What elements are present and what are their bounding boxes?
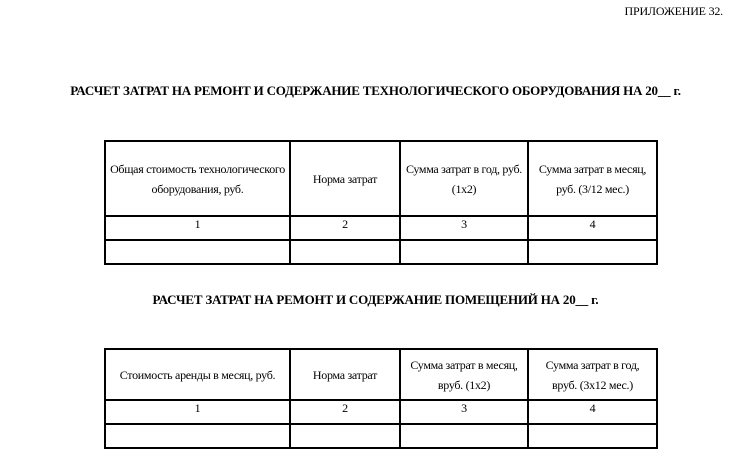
column-number-cell: 1 [105, 216, 290, 240]
blank-cell[interactable] [400, 424, 528, 448]
header-cell-monthly-sum: Сумма затрат в месяц, руб. (3/12 мес.) [528, 141, 657, 216]
header-cell-monthly-rent: Стоимость аренды в месяц, руб. [105, 349, 290, 400]
table-header-row [105, 141, 657, 216]
header-cell-annual-sum: Сумма затрат в год, вруб. (3х12 мес.) [528, 349, 657, 400]
table-row-column-numbers [105, 216, 657, 240]
header-cell-total-cost: Общая стоимость технологического оборудования, руб. [105, 141, 290, 216]
column-number-cell: 4 [528, 400, 657, 424]
column-number-cell: 3 [400, 216, 528, 240]
header-cell-cost-rate: Норма затрат [290, 349, 400, 400]
header-cell-monthly-sum: Сумма затрат в месяц, вруб. (1х2) [400, 349, 528, 400]
blank-cell[interactable] [105, 240, 290, 264]
column-number-cell: 1 [105, 400, 290, 424]
equipment-cost-table [104, 140, 658, 265]
blank-cell[interactable] [400, 240, 528, 264]
appendix-label: ПРИЛОЖЕНИЕ 32. [624, 4, 723, 18]
table-row-blank [105, 424, 657, 448]
column-number-cell: 2 [290, 400, 400, 424]
table-row-column-numbers [105, 400, 657, 424]
table-header-row [105, 349, 657, 400]
blank-cell[interactable] [105, 424, 290, 448]
blank-cell[interactable] [290, 424, 400, 448]
blank-cell[interactable] [290, 240, 400, 264]
premises-cost-table [104, 348, 658, 449]
blank-cell[interactable] [528, 424, 657, 448]
column-number-cell: 3 [400, 400, 528, 424]
column-number-cell: 2 [290, 216, 400, 240]
header-cell-cost-rate: Норма затрат [290, 141, 400, 216]
header-cell-annual-sum: Сумма затрат в год, руб. (1х2) [400, 141, 528, 216]
blank-cell[interactable] [528, 240, 657, 264]
equipment-section-title: РАСЧЕТ ЗАТРАТ НА РЕМОНТ И СОДЕРЖАНИЕ ТЕХНОЛОГИЧЕСКОГО ОБОРУДОВАНИЯ НА 20__ г. [70, 83, 681, 98]
column-number-cell: 4 [528, 216, 657, 240]
premises-section-title: РАСЧЕТ ЗАТРАТ НА РЕМОНТ И СОДЕРЖАНИЕ ПОМЕЩЕНИЙ НА 20__ г. [152, 292, 599, 307]
table-row-blank [105, 240, 657, 264]
